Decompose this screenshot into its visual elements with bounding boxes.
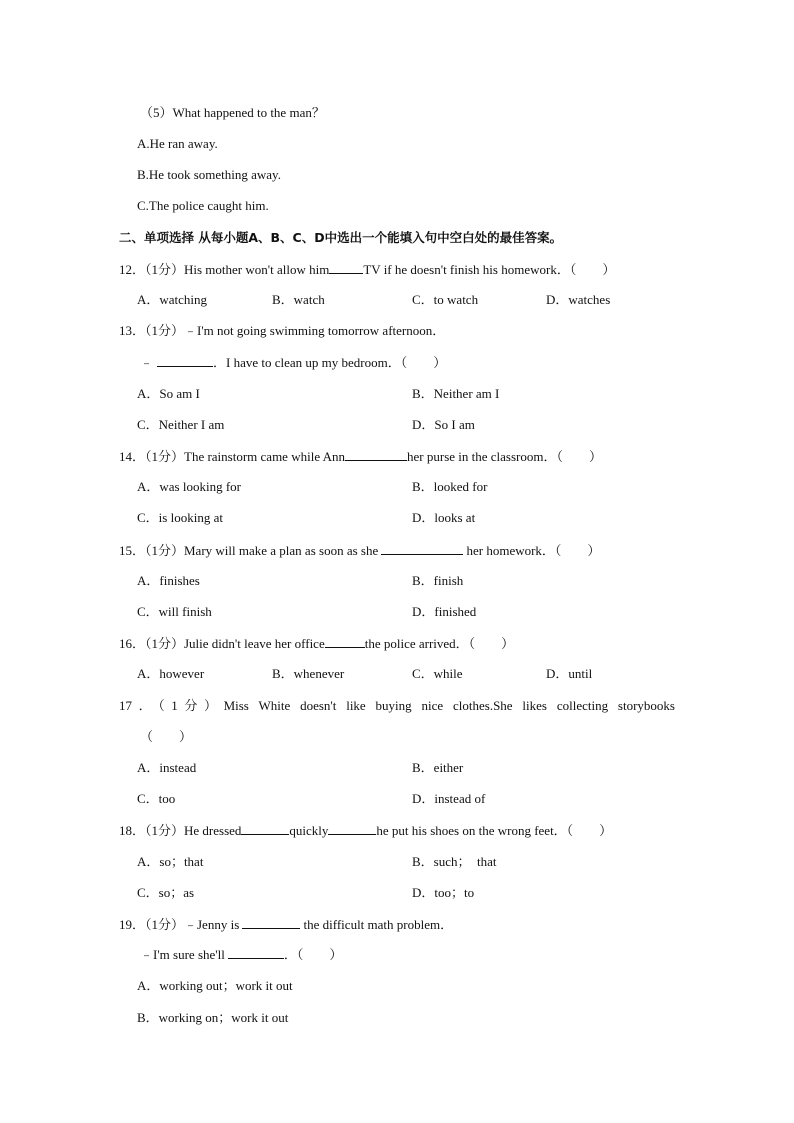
q17-option-b: B．either xyxy=(412,760,464,775)
q13-dash: ﹣ xyxy=(140,355,154,370)
q12-option-a: A．watching xyxy=(137,292,208,307)
q13-line1: 13．（1分）﹣I'm not going swimming tomorrow afternoon． xyxy=(119,323,446,338)
q17-option-c: C．too xyxy=(137,791,176,806)
q19-blank-2 xyxy=(228,946,284,959)
q18-option-b: B．such； that xyxy=(412,854,497,869)
q18-stem-mid: quickly xyxy=(289,823,329,838)
q19-line2-post: ．（ ） xyxy=(283,947,343,962)
q16-blank xyxy=(325,635,365,648)
q18-option-c: C．so；as xyxy=(137,885,195,900)
q16-option-b: B．whenever xyxy=(272,666,345,681)
q13-line2-post: ．I have to clean up my bedroom．（ ） xyxy=(213,355,447,370)
q12-stem-pre: 12．（1分）His mother won't allow him xyxy=(119,262,330,277)
q16-option-d: D．until xyxy=(546,666,593,681)
q17-option-d: D．instead of xyxy=(412,791,486,806)
q13-option-a: A．So am I xyxy=(137,386,200,401)
q15-option-b: B．finish xyxy=(412,573,464,588)
q16-stem-post: the police arrived．（ ） xyxy=(364,636,515,651)
q12-stem-post: TV if he doesn't finish his homework．（ ） xyxy=(363,262,616,277)
q13-line2 xyxy=(140,354,446,371)
q14-stem-pre: 14．（1分）The rainstorm came while Ann xyxy=(119,449,346,464)
q14-blank xyxy=(345,448,407,461)
q15-option-a: A．finishes xyxy=(137,573,200,588)
q19-option-b: B．working on；work it out xyxy=(137,1010,289,1025)
section-header: 二、单项选择 从每小题A、B、C、D中选出一个能填入句中空白处的最佳答案。 xyxy=(119,230,563,245)
question-16 xyxy=(119,635,514,652)
q19-stem-pre: 19．（1分）﹣Jenny is xyxy=(119,917,240,932)
q15-stem-pre: 15．（1分）Mary will make a plan as soon as she xyxy=(119,543,379,558)
q18-option-a: A．so；that xyxy=(137,854,204,869)
q16-stem-pre: 16．（1分）Julie didn't leave her office xyxy=(119,636,325,651)
q11-option-c: C.The police caught him. xyxy=(137,198,269,213)
q11-option-a: A.He ran away. xyxy=(137,136,218,151)
q13-option-d: D．So I am xyxy=(412,417,475,432)
q19-line1 xyxy=(119,916,453,933)
q19-line2 xyxy=(140,946,342,963)
q14-option-a: A．was looking for xyxy=(137,479,241,494)
q14-option-c: C．is looking at xyxy=(137,510,223,525)
q11-sub5-question: （5）What happened to the man？ xyxy=(140,105,325,120)
q12-blank xyxy=(329,261,363,274)
q13-blank xyxy=(157,354,213,367)
q17-option-a: A．instead xyxy=(137,760,197,775)
q18-stem-post: he put his shoes on the wrong feet．（ ） xyxy=(376,823,613,838)
q15-blank xyxy=(381,542,463,555)
q14-stem-post: her purse in the classroom．（ ） xyxy=(407,449,602,464)
q18-stem-pre: 18．（1分）He dressed xyxy=(119,823,242,838)
q12-option-d: D．watches xyxy=(546,292,611,307)
q18-blank-1 xyxy=(241,822,289,835)
q18-option-d: D．too；to xyxy=(412,885,475,900)
q16-option-c: C．while xyxy=(412,666,463,681)
q18-blank-2 xyxy=(328,822,376,835)
q15-stem-post: her homework．（ ） xyxy=(463,543,601,558)
q14-option-b: B．looked for xyxy=(412,479,488,494)
q16-option-a: A．however xyxy=(137,666,205,681)
q15-option-d: D．finished xyxy=(412,604,477,619)
q17-line2: （ ） xyxy=(140,729,193,744)
question-14 xyxy=(119,448,602,465)
q12-option-b: B．watch xyxy=(272,292,325,307)
q19-blank-1 xyxy=(242,916,300,929)
q14-option-d: D．looks at xyxy=(412,510,476,525)
q19-stem-post: the difficult math problem． xyxy=(300,917,454,932)
q19-option-a: A．working out；work it out xyxy=(137,978,293,993)
question-18 xyxy=(119,822,612,839)
q13-option-b: B．Neither am I xyxy=(412,386,500,401)
q13-option-c: C．Neither I am xyxy=(137,417,225,432)
q19-line2-pre: ﹣I'm sure she'll xyxy=(140,947,225,962)
q11-option-b: B.He took something away. xyxy=(137,167,281,182)
question-15 xyxy=(119,542,600,559)
q15-option-c: C．will finish xyxy=(137,604,212,619)
question-12 xyxy=(119,261,615,278)
q17-line1: 17．（1分）Miss White doesn't like buying nice clothes.She likes collecting storybooks xyxy=(119,698,675,713)
q12-option-c: C．to watch xyxy=(412,292,479,307)
